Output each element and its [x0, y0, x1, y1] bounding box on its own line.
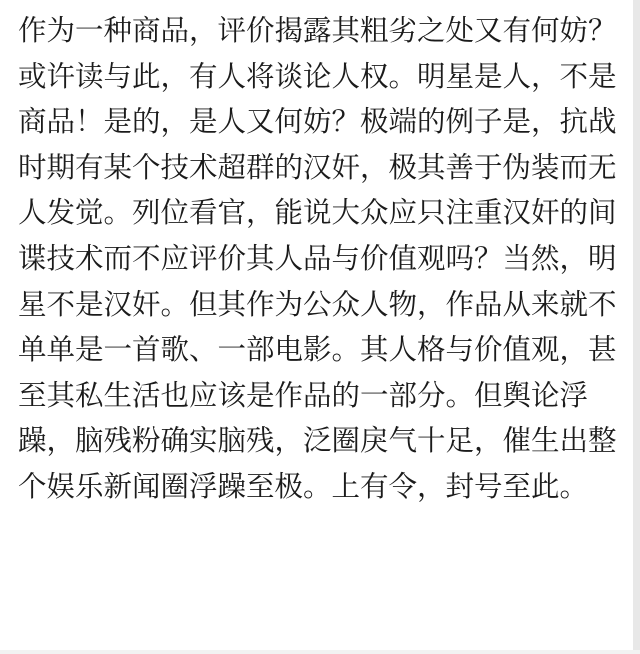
document-body-text: 作为一种商品，评价揭露其粗劣之处又有何妨？或许读与此，有人将谈论人权。明星是人，不是商品！是的，是人又何妨？极端的例子是，抗战时期有某个技术超群的汉奸，极其善于伪装而无人发觉。列位看官，能说大众应只注重汉奸的间谍技术而不应评价其人品与价值观吗？当然，明星不是汉奸。但其作为公众人物，作品从来就不单单是一首歌、一部电影。其人格与价值观，甚至其私生活也应该是作品的一部分。但舆论浮躁，脑残粉确实脑残，泛圈戾气十足，催生出整个娱乐新闻圈浮躁至极。上有令，封号至此。 [18, 14, 617, 503]
page-right-edge [633, 0, 640, 654]
page-bottom-edge [0, 650, 640, 654]
